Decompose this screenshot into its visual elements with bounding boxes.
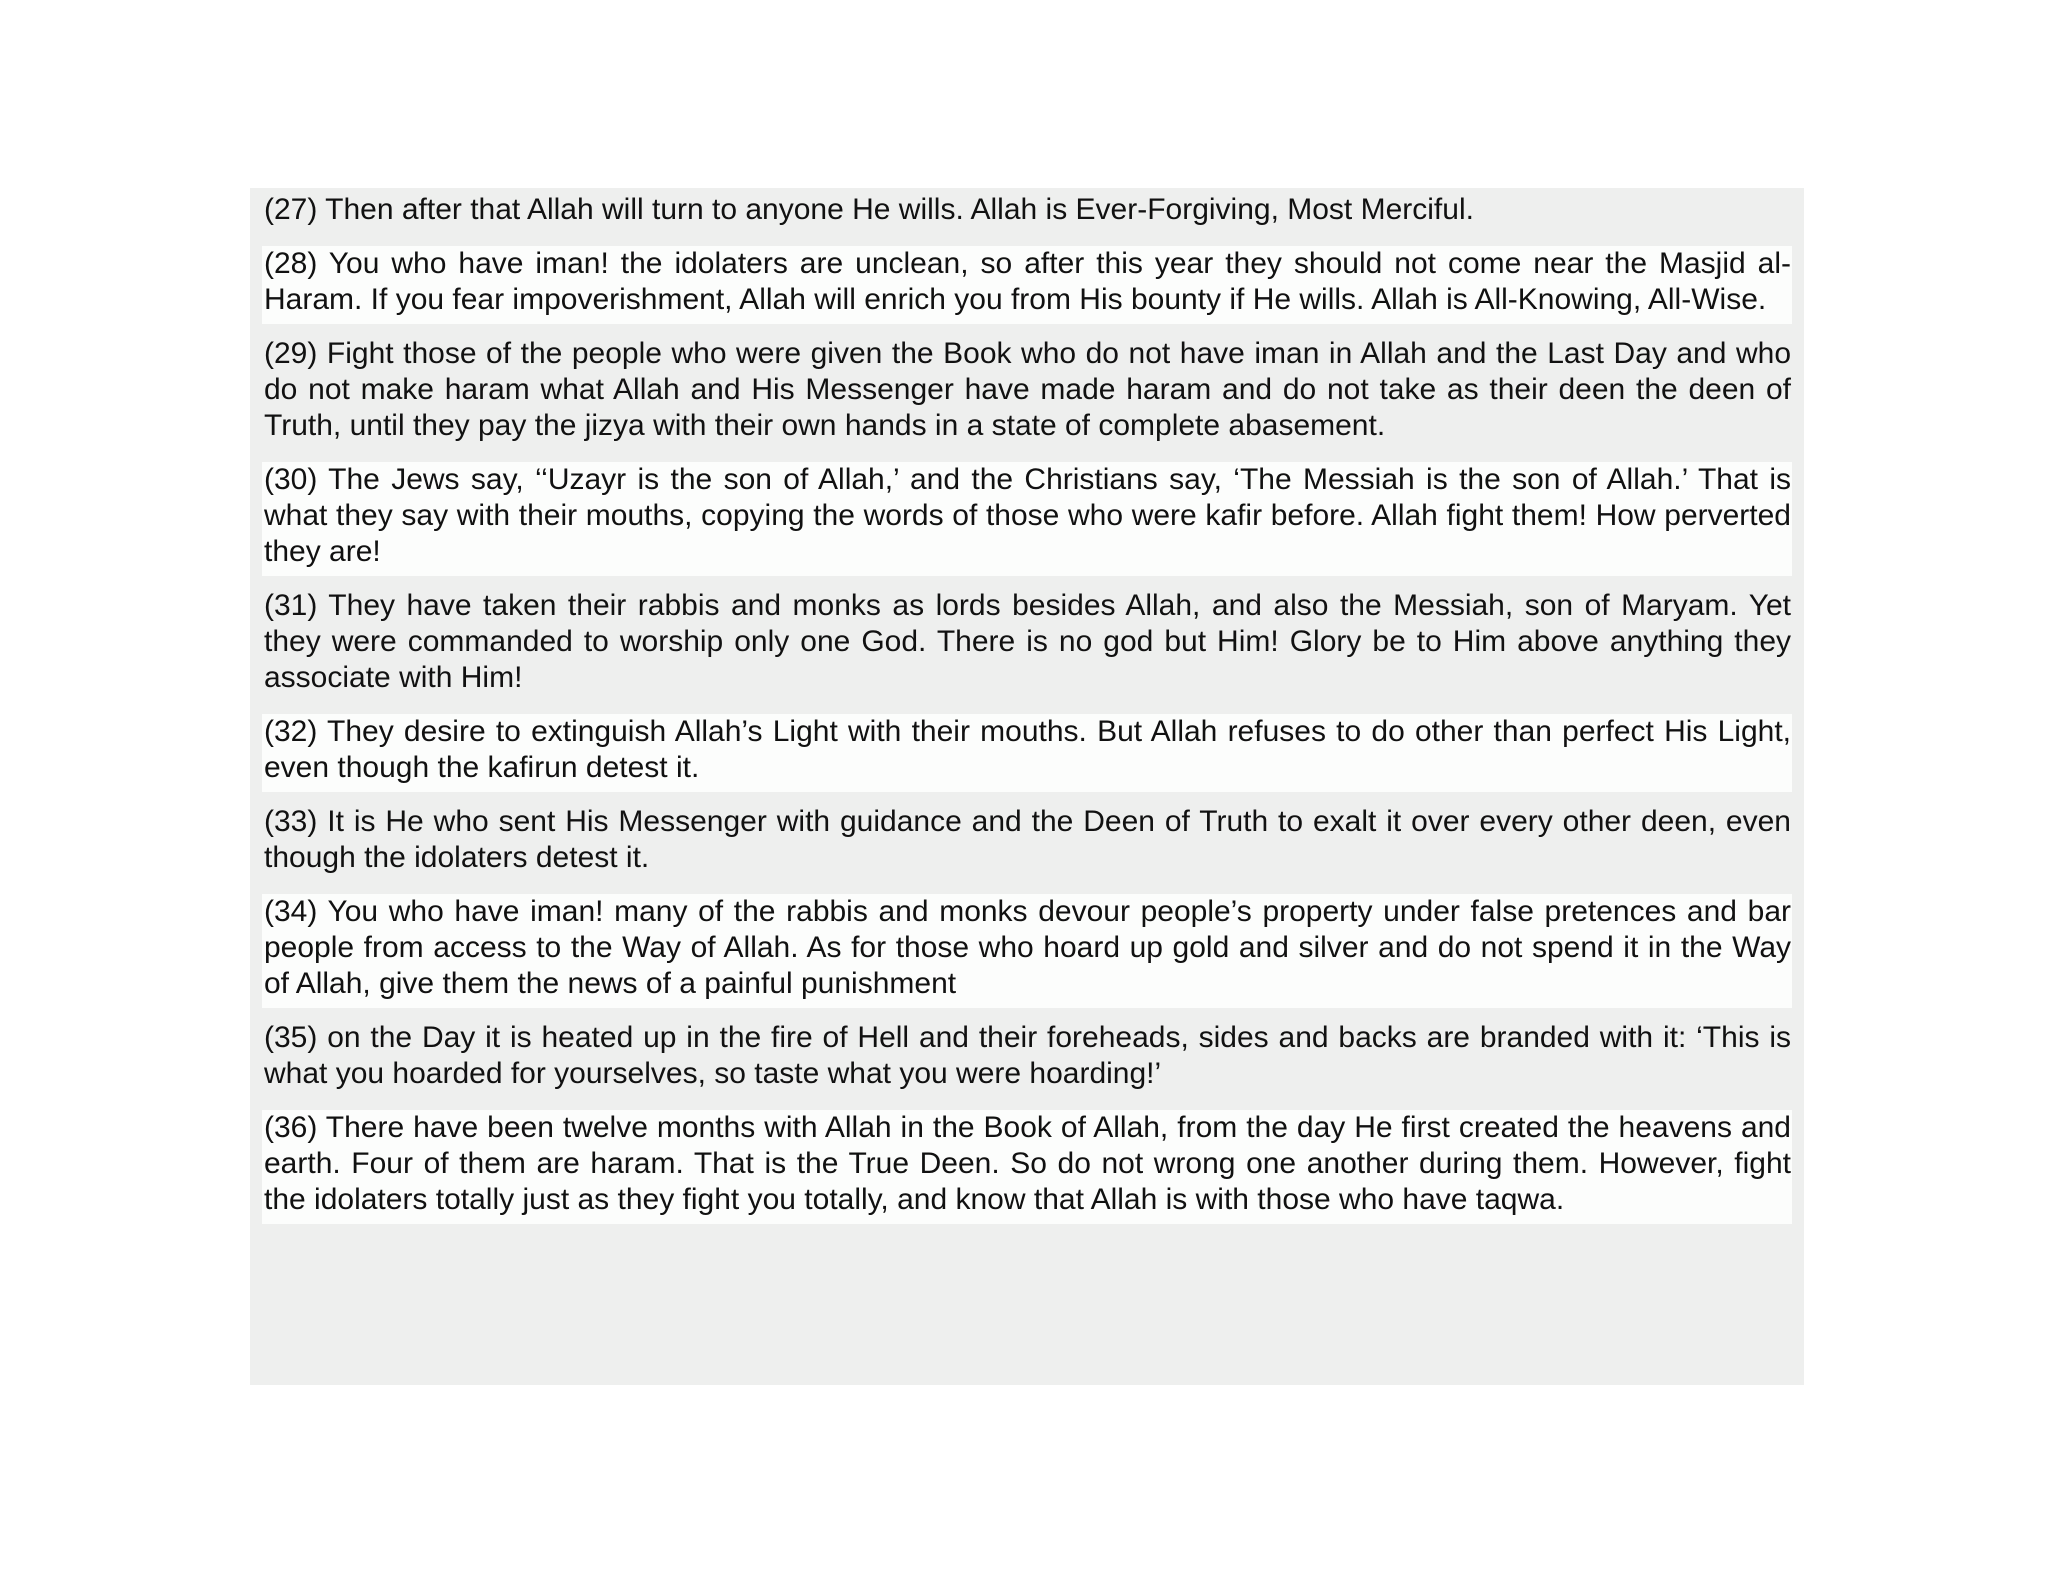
verse-text: (36) There have been twelve months with Allah in the Book of Allah, from the day He first created the heavens and earth. Four of them are haram. That is the True Deen. So do not wrong one another during them. However, fight the idolaters totally just as they fight you totally, and know that Allah is with those who have taqwa. <box>264 1111 1791 1216</box>
verse-text: (30) The Jews say, ‘‘Uzayr is the son of Allah,’ and the Christians say, ‘The Messiah is the son of Allah.’ That is what they say with their mouths, copying the words of those who were kafir before. Allah fight them! How perverted they are! <box>264 463 1791 568</box>
verse-row <box>262 804 1792 882</box>
verse-text: (27) Then after that Allah will turn to anyone He wills. Allah is Ever-Forgiving, Most Merciful. <box>264 193 1474 226</box>
verse-text: (29) Fight those of the people who were given the Book who do not have iman in Allah and the Last Day and who do not make haram what Allah and His Messenger have made haram and do not take as their deen the deen of Truth, until they pay the jizya with their own hands in a state of complete abasement. <box>264 337 1791 442</box>
verse-row <box>262 246 1792 324</box>
verse-text: (34) You who have iman! many of the rabbis and monks devour people’s property under false pretences and bar people from access to the Way of Allah. As for those who hoard up gold and silver and do not spend it in the Way of Allah, give them the news of a painful punishment <box>264 895 1791 1000</box>
verse-row <box>262 894 1792 1008</box>
verse-text: (33) It is He who sent His Messenger with guidance and the Deen of Truth to exalt it over every other deen, even though the idolaters detest it. <box>264 805 1791 874</box>
verse-text: (31) They have taken their rabbis and monks as lords besides Allah, and also the Messiah, son of Maryam. Yet they were commanded to worship only one God. There is no god but Him! Glory be to Him above anything they associate with Him! <box>264 589 1791 694</box>
verse-row <box>262 192 1792 234</box>
verse-row <box>262 336 1792 450</box>
verse-text: (28) You who have iman! the idolaters are unclean, so after this year they should not come near the Masjid al-Haram. If you fear impoverishment, Allah will enrich you from His bounty if He wills. Allah is All-Knowing, All-Wise. <box>264 247 1791 316</box>
verse-text: (32) They desire to extinguish Allah’s Light with their mouths. But Allah refuses to do other than perfect His Light, even though the kafirun detest it. <box>264 715 1791 784</box>
verse-row <box>262 588 1792 702</box>
verse-row <box>262 1110 1792 1224</box>
verse-row <box>262 1020 1792 1098</box>
verse-panel <box>250 188 1804 1385</box>
verse-text: (35) on the Day it is heated up in the fire of Hell and their foreheads, sides and backs are branded with it: ‘This is what you hoarded for yourselves, so taste what you were hoarding!’ <box>264 1021 1791 1090</box>
verse-row <box>262 714 1792 792</box>
verse-row <box>262 462 1792 576</box>
